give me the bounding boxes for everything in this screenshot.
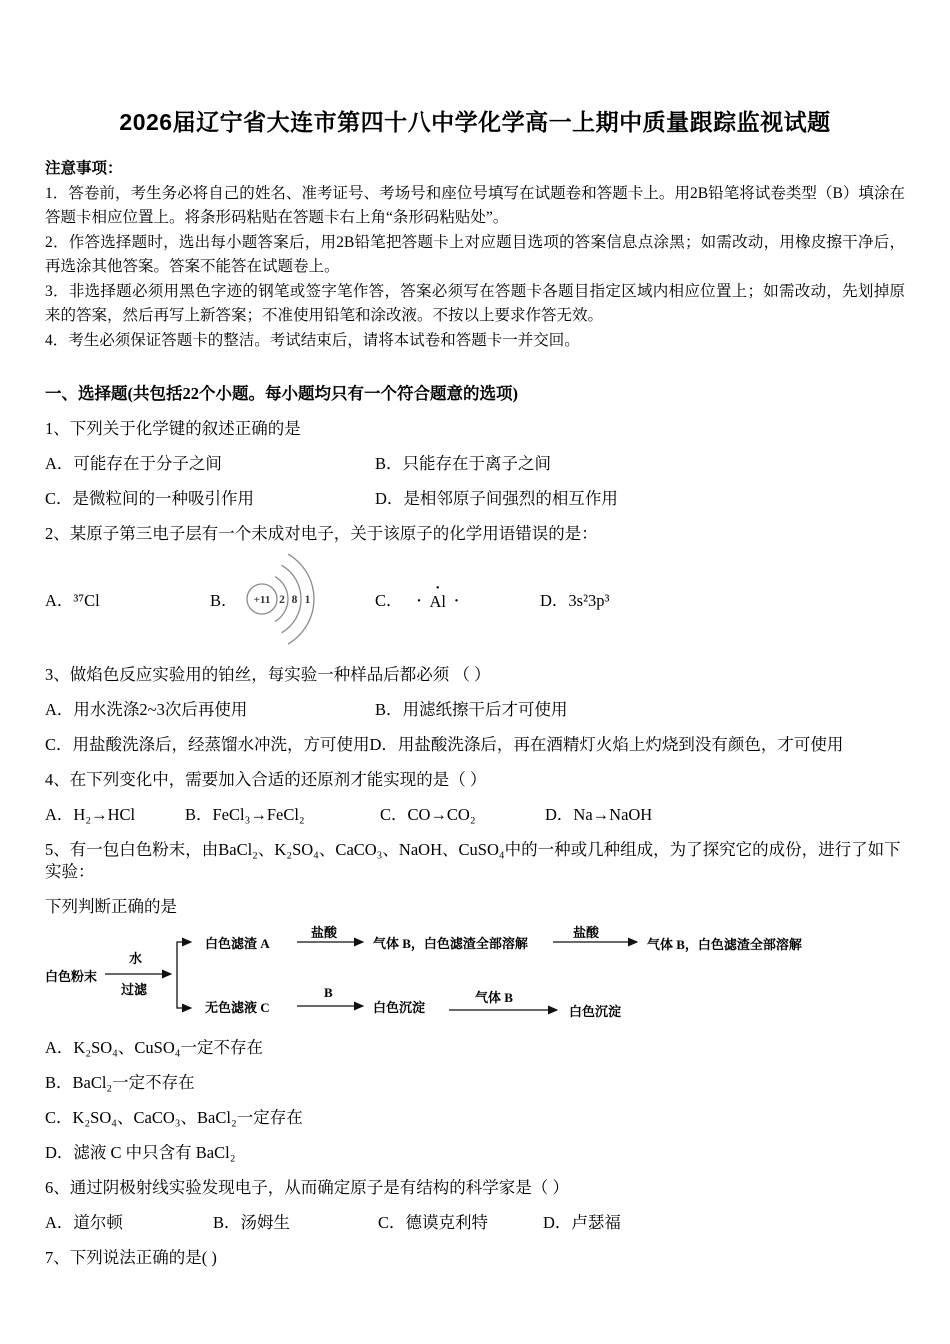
q3-option-a: A．用水洗涤2~3次后再使用: [45, 700, 248, 719]
q5-option-d: D．滤液 C 中只含有 BaCl₂: [45, 1143, 236, 1162]
shell-count-1: 2: [278, 594, 285, 606]
notice-item-2: 2．作答选择题时，选出每小题答案后，用2B铅笔把答题卡上对应题目选项的答案信息点涂黑；如需改动，用橡皮擦干净后，再选涂其他答案。答案不能答在试题卷上。: [45, 233, 905, 275]
q4-option-c: C．CO→CO₂: [380, 805, 476, 824]
notice-heading: 注意事项：: [45, 160, 123, 177]
question-3-text: 3、做焰色反应实验用的铂丝，每实验一种样品后都必须 （ ）: [45, 665, 491, 684]
flow-top-node2: 气体 B，白色滤渣全部溶解: [373, 936, 528, 951]
q4-option-d: D．Na→NaOH: [545, 805, 653, 824]
q4-option-b: B．FeCl₃→FeCl₂: [185, 805, 305, 824]
notice-item-4: 4．考生必须保证答题卡的整洁。考试结束后，请将本试卷和答题卡一并交回。: [45, 331, 580, 349]
flow-start: 白色粉末: [45, 969, 98, 984]
q6-option-d: D．卢瑟福: [543, 1213, 621, 1232]
question-7-text: 7、下列说法正确的是( ): [45, 1248, 217, 1267]
q3-option-d: D．用盐酸洗涤后，再在酒精灯火焰上灼烧到没有颜色，才可使用: [369, 735, 844, 754]
q1-option-b: B．只能存在于离子之间: [375, 454, 552, 473]
q1-option-a: A．可能存在于分子之间: [45, 454, 222, 473]
electron-dot: ·: [435, 579, 441, 596]
branch-arrow-bottom: [177, 974, 191, 1008]
experiment-flow-diagram: [45, 922, 905, 1024]
q2-options-row: [45, 547, 905, 651]
notice-section: [45, 157, 905, 353]
q3-options-row-1: [45, 699, 905, 721]
notice-item-3: 3．非选择题必须用黑色字迹的钢笔或签字笔作答，答案必须写在答题卡各题目指定区域内相应位置上；如需改动，先划掉原来的答案，然后再写上新答案；不准使用铅笔和涂改液。不按以上要求作答无效。: [45, 282, 905, 324]
q1-option-c: C．是微粒间的一种吸引作用: [45, 489, 255, 508]
question-4-text: 4、在下列变化中，需要加入合适的还原剂才能实现的是（ ）: [45, 770, 487, 789]
flow-bottom-arrow1-label: B: [324, 985, 333, 1000]
q6-options-row: [45, 1212, 905, 1234]
flow-top-arrow2-label: 盐酸: [573, 925, 600, 940]
flow-label-water: 水: [129, 951, 143, 966]
flow-bottom-node3: 白色沉淀: [569, 1004, 622, 1019]
flow-top-arrow1-label: 盐酸: [311, 925, 338, 940]
flow-bottom-node1: 无色滤液 C: [205, 1000, 270, 1015]
electron-dot: ·: [416, 593, 422, 610]
shell-count-3: 1: [304, 594, 310, 606]
q6-option-a: A．道尔顿: [45, 1213, 123, 1232]
question-6-text: 6、通过阴极射线实验发现电子，从而确定原子是有结构的科学家是（ ）: [45, 1178, 569, 1197]
q5-option-b: B．BaCl₂一定不存在: [45, 1073, 195, 1092]
q6-option-c: C．德谟克利特: [378, 1213, 489, 1232]
q6-option-b: B．汤姆生: [213, 1213, 291, 1232]
q3-option-c: C．用盐酸洗涤后，经蒸馏水冲洗，方可使用: [45, 735, 370, 754]
notice-item-1: 1．答卷前，考生务必将自己的姓名、准考证号、考场号和座位号填写在试题卷和答题卡上。用2B铅笔将试卷类型（B）填涂在答题卡相应位置上。将条形码粘贴在答题卡右上角“条形码粘贴处”。: [45, 184, 905, 226]
q2-option-b-label: B．: [210, 591, 238, 610]
flow-label-filter: 过滤: [121, 982, 148, 997]
flow-top-node3: 气体 B，白色滤渣全部溶解: [647, 937, 802, 952]
q1-options-row-1: [45, 453, 905, 475]
nucleus-charge: +11: [253, 594, 270, 606]
flow-bottom-node2: 白色沉淀: [373, 1000, 426, 1015]
question-5-text-2: 下列判断正确的是: [45, 897, 177, 916]
q3-option-b: B．用滤纸擦干后才可使用: [375, 700, 568, 719]
shell-count-2: 8: [291, 594, 297, 606]
q1-options-row-2: [45, 488, 905, 510]
question-1-text: 1、下列关于化学键的叙述正确的是: [45, 419, 301, 438]
q4-option-a: A．H₂→HCl: [45, 805, 136, 824]
q2-option-d: D．3s²3p³: [540, 591, 610, 610]
q5-option-a: A．K₂SO₄、CuSO₄一定不存在: [45, 1038, 264, 1057]
lewis-structure-al: [417, 581, 460, 618]
q5-option-c: C．K₂SO₄、CaCO₃、BaCl₂一定存在: [45, 1108, 303, 1127]
flow-bottom-arrow2-label: 气体 B: [475, 990, 513, 1005]
q2-option-c: [375, 581, 540, 618]
q2-option-a: A．³⁷Cl: [45, 591, 100, 610]
atom-structure-diagram: [242, 547, 324, 651]
q1-option-d: D．是相邻原子间强烈的相互作用: [375, 489, 618, 508]
page-title: 2026届辽宁省大连市第四十八中学化学高一上期中质量跟踪监视试题: [119, 109, 831, 135]
question-5-text: 5、有一包白色粉末，由BaCl₂、K₂SO₄、CaCO₃、NaOH、CuSO₄中的一种或几种组成，为了探究它的成份，进行了如下实验：: [45, 840, 901, 881]
branch-arrow-top: [177, 942, 191, 974]
q2-option-b: [210, 547, 375, 651]
q2-option-c-label: C．: [375, 591, 403, 610]
section-header: 一、选择题(共包括22个小题。每小题均只有一个符合题意的选项): [45, 384, 518, 403]
flow-top-node1: 白色滤渣 A: [205, 936, 270, 951]
question-2-text: 2、某原子第三电子层有一个未成对电子，关于该原子的化学用语错误的是：: [45, 524, 598, 543]
q4-options-row: [45, 804, 905, 826]
q3-options-row-2: [45, 734, 905, 756]
electron-dot: ·: [454, 593, 460, 610]
element-symbol: Al: [429, 591, 447, 611]
